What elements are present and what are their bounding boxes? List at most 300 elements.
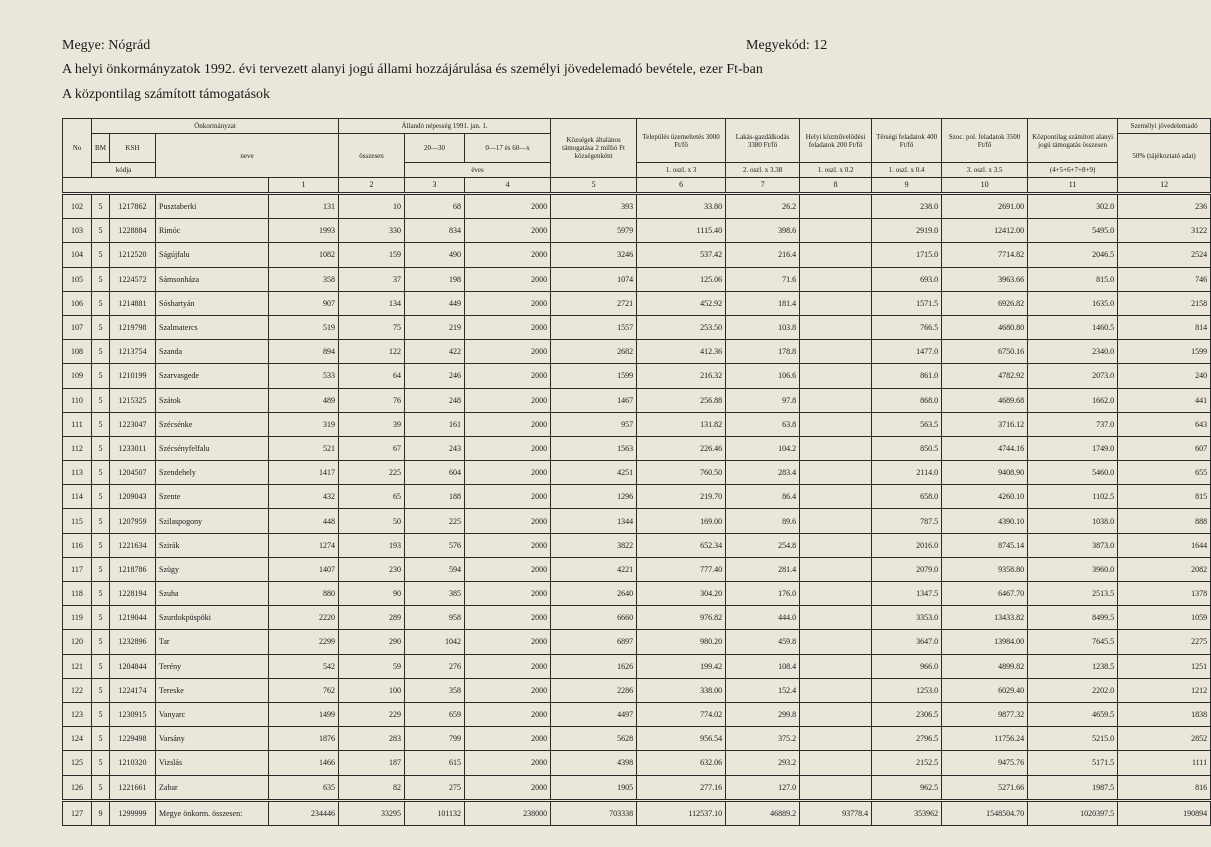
table-cell: 225 bbox=[339, 461, 405, 485]
table-cell: 5 bbox=[92, 630, 110, 654]
table-cell: 127.0 bbox=[726, 775, 800, 800]
table-cell: 2000 bbox=[465, 219, 551, 243]
col-num: 6 bbox=[637, 178, 726, 194]
col-num: 1 bbox=[269, 178, 339, 194]
table-cell: 868.0 bbox=[872, 388, 942, 412]
table-cell: 89.6 bbox=[726, 509, 800, 533]
table-cell: 5 bbox=[92, 509, 110, 533]
col-bm: BM bbox=[92, 134, 110, 163]
table-cell: 281.4 bbox=[726, 557, 800, 581]
table-cell: 9475.76 bbox=[942, 751, 1028, 775]
table-cell: 2000 bbox=[465, 291, 551, 315]
table-cell: 542 bbox=[269, 654, 339, 678]
table-cell: 4251 bbox=[551, 461, 637, 485]
table-cell bbox=[800, 775, 872, 800]
table-cell: 105 bbox=[63, 267, 92, 291]
table-cell: 116 bbox=[63, 533, 92, 557]
table-cell: 100 bbox=[339, 678, 405, 702]
table-cell: 4221 bbox=[551, 557, 637, 581]
table-cell: 1042 bbox=[405, 630, 465, 654]
table-cell bbox=[800, 606, 872, 630]
table-cell: 2275 bbox=[1118, 630, 1211, 654]
table-cell: Szügy bbox=[156, 557, 269, 581]
table-cell: 655 bbox=[1118, 461, 1211, 485]
table-cell: 1460.5 bbox=[1028, 315, 1118, 339]
table-cell bbox=[800, 219, 872, 243]
table-cell: 2000 bbox=[465, 727, 551, 751]
table-cell: 108.4 bbox=[726, 654, 800, 678]
table-cell: 1599 bbox=[551, 364, 637, 388]
table-cell: 106.6 bbox=[726, 364, 800, 388]
table-cell: 1274 bbox=[269, 533, 339, 557]
table-cell: 563.5 bbox=[872, 412, 942, 436]
table-cell: 1207959 bbox=[110, 509, 156, 533]
table-cell: 97.8 bbox=[726, 388, 800, 412]
table-cell: 64 bbox=[339, 364, 405, 388]
table-cell: 115 bbox=[63, 509, 92, 533]
table-cell: 103 bbox=[63, 219, 92, 243]
table-cell: 37 bbox=[339, 267, 405, 291]
table-cell: 393 bbox=[551, 194, 637, 219]
table-cell: 2073.0 bbox=[1028, 364, 1118, 388]
table-cell: 1082 bbox=[269, 243, 339, 267]
table-cell: 10 bbox=[339, 194, 405, 219]
table-cell: 338.00 bbox=[637, 678, 726, 702]
table-cell: 412.36 bbox=[637, 340, 726, 364]
table-cell: 1217862 bbox=[110, 194, 156, 219]
table-cell: 375.2 bbox=[726, 727, 800, 751]
table-cell: 67 bbox=[339, 436, 405, 460]
col-0-17: 0—17 és 60—x bbox=[465, 134, 551, 163]
table-cell: 760.50 bbox=[637, 461, 726, 485]
table-cell: 93778.4 bbox=[800, 800, 872, 825]
col-num-blank bbox=[63, 178, 269, 194]
table-cell: 888 bbox=[1118, 509, 1211, 533]
table-cell: 90 bbox=[339, 582, 405, 606]
table-cell bbox=[800, 412, 872, 436]
table-cell: 161 bbox=[405, 412, 465, 436]
table-cell: 118 bbox=[63, 582, 92, 606]
table-cell: 2000 bbox=[465, 606, 551, 630]
table-cell: 2000 bbox=[465, 678, 551, 702]
table-cell bbox=[800, 291, 872, 315]
table-cell: 966.0 bbox=[872, 654, 942, 678]
table-row bbox=[63, 557, 1211, 581]
table-cell: 302.0 bbox=[1028, 194, 1118, 219]
table-cell: 3873.0 bbox=[1028, 533, 1118, 557]
table-cell: 5 bbox=[92, 291, 110, 315]
table-cell: 422 bbox=[405, 340, 465, 364]
col-eves: éves bbox=[405, 163, 551, 178]
table-cell: 2000 bbox=[465, 388, 551, 412]
table-cell: 46889.2 bbox=[726, 800, 800, 825]
table-cell: 444.0 bbox=[726, 606, 800, 630]
table-cell bbox=[800, 340, 872, 364]
table-cell: 102 bbox=[63, 194, 92, 219]
table-cell: 33295 bbox=[339, 800, 405, 825]
table-cell: 787.5 bbox=[872, 509, 942, 533]
table-cell: 159 bbox=[339, 243, 405, 267]
table-cell: 199.42 bbox=[637, 654, 726, 678]
table-cell: 907 bbox=[269, 291, 339, 315]
table-cell bbox=[800, 533, 872, 557]
table-cell: 106 bbox=[63, 291, 92, 315]
table-cell: 1228194 bbox=[110, 582, 156, 606]
table-cell: 2000 bbox=[465, 751, 551, 775]
table-cell: 1987.5 bbox=[1028, 775, 1118, 800]
table-cell: 4744.16 bbox=[942, 436, 1028, 460]
table-cell: 119 bbox=[63, 606, 92, 630]
table-cell: 8745.14 bbox=[942, 533, 1028, 557]
table-cell bbox=[800, 461, 872, 485]
table-row bbox=[63, 485, 1211, 509]
table-cell: 1466 bbox=[269, 751, 339, 775]
table-cell: 1548504.70 bbox=[942, 800, 1028, 825]
table-cell: 1221661 bbox=[110, 775, 156, 800]
table-cell: 113 bbox=[63, 461, 92, 485]
table-cell: 880 bbox=[269, 582, 339, 606]
table-cell bbox=[800, 267, 872, 291]
table-cell: 4659.5 bbox=[1028, 702, 1118, 726]
document-title: A helyi önkormányzatok 1992. évi tervezett alanyi jogú állami hozzájárulása és személyi jövedelemadó bevétele, ezer Ft-ban bbox=[62, 62, 763, 77]
table-cell: 216.4 bbox=[726, 243, 800, 267]
table-cell: 1467 bbox=[551, 388, 637, 412]
table-cell: 5 bbox=[92, 654, 110, 678]
table-cell: 1876 bbox=[269, 727, 339, 751]
table-cell: 2000 bbox=[465, 775, 551, 800]
table-cell: 3960.0 bbox=[1028, 557, 1118, 581]
table-cell: 5 bbox=[92, 388, 110, 412]
table-cell: 1715.0 bbox=[872, 243, 942, 267]
table-cell: 289 bbox=[339, 606, 405, 630]
table-cell: 190894 bbox=[1118, 800, 1211, 825]
table-cell: 4899.82 bbox=[942, 654, 1028, 678]
table-cell: 2000 bbox=[465, 485, 551, 509]
table-cell: 13984.00 bbox=[942, 630, 1028, 654]
table-cell bbox=[800, 436, 872, 460]
table-cell: 2000 bbox=[465, 436, 551, 460]
table-cell: 962.5 bbox=[872, 775, 942, 800]
table-cell: 850.5 bbox=[872, 436, 942, 460]
table-cell: 125 bbox=[63, 751, 92, 775]
table-cell: 125.06 bbox=[637, 267, 726, 291]
table-cell: 283 bbox=[339, 727, 405, 751]
table-row bbox=[63, 751, 1211, 775]
table-cell: 33.80 bbox=[637, 194, 726, 219]
col-num: 7 bbox=[726, 178, 800, 194]
table-cell: 1299999 bbox=[110, 800, 156, 825]
table-cell bbox=[800, 485, 872, 509]
col-helyi: Helyi közművelődési feladatok 200 Ft/fő bbox=[800, 119, 872, 163]
table-cell: 3716.12 bbox=[942, 412, 1028, 436]
table-cell: 1253.0 bbox=[872, 678, 942, 702]
table-cell: 104 bbox=[63, 243, 92, 267]
table-cell: 4689.68 bbox=[942, 388, 1028, 412]
table-cell: Szendehely bbox=[156, 461, 269, 485]
table-cell: 108 bbox=[63, 340, 92, 364]
table-cell: 103.8 bbox=[726, 315, 800, 339]
table-cell: Szurdokpüspöki bbox=[156, 606, 269, 630]
table-cell: 1219044 bbox=[110, 606, 156, 630]
table-cell: 2513.5 bbox=[1028, 582, 1118, 606]
table-cell: 2524 bbox=[1118, 243, 1211, 267]
table-cell: 5 bbox=[92, 461, 110, 485]
table-cell: 2082 bbox=[1118, 557, 1211, 581]
table-cell: 1993 bbox=[269, 219, 339, 243]
table-cell: 9877.32 bbox=[942, 702, 1028, 726]
table-cell: 958 bbox=[405, 606, 465, 630]
table-cell: 293.2 bbox=[726, 751, 800, 775]
col-lakas-sub: 2. oszl. x 3.38 bbox=[726, 163, 800, 178]
table-cell: 5 bbox=[92, 412, 110, 436]
table-cell: 1224174 bbox=[110, 678, 156, 702]
document-subtitle: A központilag számított támogatások bbox=[62, 87, 271, 102]
table-cell: 5 bbox=[92, 727, 110, 751]
table-cell: 1214881 bbox=[110, 291, 156, 315]
table-row bbox=[63, 606, 1211, 630]
table-cell: 815.0 bbox=[1028, 267, 1118, 291]
table-cell: 2000 bbox=[465, 702, 551, 726]
table-cell: 449 bbox=[405, 291, 465, 315]
table-cell: Szécsénke bbox=[156, 412, 269, 436]
table-cell: 5 bbox=[92, 315, 110, 339]
table-cell: 448 bbox=[269, 509, 339, 533]
table-cell: 957 bbox=[551, 412, 637, 436]
table-cell: Tereske bbox=[156, 678, 269, 702]
table-cell: 3353.0 bbox=[872, 606, 942, 630]
table-cell: 5 bbox=[92, 340, 110, 364]
table-cell: 980.20 bbox=[637, 630, 726, 654]
col-num: 11 bbox=[1028, 178, 1118, 194]
table-cell: 5 bbox=[92, 194, 110, 219]
table-cell: 1212 bbox=[1118, 678, 1211, 702]
table-cell: 604 bbox=[405, 461, 465, 485]
table-row bbox=[63, 243, 1211, 267]
table-cell: 489 bbox=[269, 388, 339, 412]
table-row bbox=[63, 533, 1211, 557]
table-cell: 5628 bbox=[551, 727, 637, 751]
col-szoc-sub: 3. oszl. x 3.5 bbox=[942, 163, 1028, 178]
table-cell: 110 bbox=[63, 388, 92, 412]
table-cell: 124 bbox=[63, 727, 92, 751]
table-cell: 1215325 bbox=[110, 388, 156, 412]
table-cell: Szuha bbox=[156, 582, 269, 606]
col-lakas: Lakás-gazdálkodás 3380 Ft/fő bbox=[726, 119, 800, 163]
table-cell: 9 bbox=[92, 800, 110, 825]
table-cell: 452.92 bbox=[637, 291, 726, 315]
table-cell: Vizslás bbox=[156, 751, 269, 775]
table-cell bbox=[800, 509, 872, 533]
table-cell: 1635.0 bbox=[1028, 291, 1118, 315]
table-cell: 1020397.5 bbox=[1028, 800, 1118, 825]
table-cell: 2158 bbox=[1118, 291, 1211, 315]
table-cell: 1662.0 bbox=[1028, 388, 1118, 412]
table-cell: 299.8 bbox=[726, 702, 800, 726]
table-cell: 283.4 bbox=[726, 461, 800, 485]
table-cell: 1224572 bbox=[110, 267, 156, 291]
table-cell: 652.34 bbox=[637, 533, 726, 557]
table-row bbox=[63, 775, 1211, 800]
col-onkormanyzat: Önkormányzat bbox=[92, 119, 339, 134]
table-cell: 5495.0 bbox=[1028, 219, 1118, 243]
table-cell: 2000 bbox=[465, 533, 551, 557]
table-cell: 519 bbox=[269, 315, 339, 339]
table-cell: 112537.10 bbox=[637, 800, 726, 825]
table-cell: 3963.66 bbox=[942, 267, 1028, 291]
table-cell: 11756.24 bbox=[942, 727, 1028, 751]
table-cell: 615 bbox=[405, 751, 465, 775]
table-cell: 198 bbox=[405, 267, 465, 291]
table-cell: 65 bbox=[339, 485, 405, 509]
table-row bbox=[63, 194, 1211, 219]
table-cell: 111 bbox=[63, 412, 92, 436]
col-no: No bbox=[63, 119, 92, 178]
table-cell: 659 bbox=[405, 702, 465, 726]
table-cell: 1599 bbox=[1118, 340, 1211, 364]
table-cell: 976.82 bbox=[637, 606, 726, 630]
table-cell bbox=[800, 582, 872, 606]
table-cell: 2000 bbox=[465, 194, 551, 219]
table-cell: 398.6 bbox=[726, 219, 800, 243]
table-cell: 126 bbox=[63, 775, 92, 800]
table-cell: Megye önkorm. összesen: bbox=[156, 800, 269, 825]
table-cell: Szanda bbox=[156, 340, 269, 364]
table-cell: 219 bbox=[405, 315, 465, 339]
table-cell: 319 bbox=[269, 412, 339, 436]
table-cell: 2000 bbox=[465, 582, 551, 606]
table-cell: 4398 bbox=[551, 751, 637, 775]
table-cell: 2000 bbox=[465, 461, 551, 485]
table-cell: Varsány bbox=[156, 727, 269, 751]
table-cell: 1219798 bbox=[110, 315, 156, 339]
table-cell: 12412.00 bbox=[942, 219, 1028, 243]
table-cell bbox=[800, 630, 872, 654]
table-cell: 746 bbox=[1118, 267, 1211, 291]
table-cell: 834 bbox=[405, 219, 465, 243]
table-cell: 1233011 bbox=[110, 436, 156, 460]
table-cell: 777.40 bbox=[637, 557, 726, 581]
table-cell: 1223047 bbox=[110, 412, 156, 436]
table-cell: 358 bbox=[269, 267, 339, 291]
table-cell: 1905 bbox=[551, 775, 637, 800]
table-cell: 1059 bbox=[1118, 606, 1211, 630]
table-cell: 107 bbox=[63, 315, 92, 339]
table-cell bbox=[800, 678, 872, 702]
table-cell: 2000 bbox=[465, 243, 551, 267]
table-cell: 1228884 bbox=[110, 219, 156, 243]
table-cell: 75 bbox=[339, 315, 405, 339]
table-cell: 1749.0 bbox=[1028, 436, 1118, 460]
table-cell: 1347.5 bbox=[872, 582, 942, 606]
col-num: 4 bbox=[465, 178, 551, 194]
table-cell: 2852 bbox=[1118, 727, 1211, 751]
table-cell: 86.4 bbox=[726, 485, 800, 509]
table-cell: 6467.70 bbox=[942, 582, 1028, 606]
table-cell: 632.06 bbox=[637, 751, 726, 775]
table-cell: 59 bbox=[339, 654, 405, 678]
table-cell: 2640 bbox=[551, 582, 637, 606]
table-cell: 276 bbox=[405, 654, 465, 678]
table-cell: 576 bbox=[405, 533, 465, 557]
table-cell: Szilaspogony bbox=[156, 509, 269, 533]
table-row bbox=[63, 461, 1211, 485]
table-cell: 737.0 bbox=[1028, 412, 1118, 436]
table-cell: 290 bbox=[339, 630, 405, 654]
table-cell: Szente bbox=[156, 485, 269, 509]
col-num: 12 bbox=[1118, 178, 1211, 194]
table-cell: Pusztaberki bbox=[156, 194, 269, 219]
table-cell: 2286 bbox=[551, 678, 637, 702]
table-cell: 1212520 bbox=[110, 243, 156, 267]
table-cell: 39 bbox=[339, 412, 405, 436]
table-cell bbox=[800, 702, 872, 726]
table-cell: 1213754 bbox=[110, 340, 156, 364]
table-cell: 2114.0 bbox=[872, 461, 942, 485]
table-cell: Tar bbox=[156, 630, 269, 654]
table-cell: 225 bbox=[405, 509, 465, 533]
table-cell: 594 bbox=[405, 557, 465, 581]
table-cell: 9408.90 bbox=[942, 461, 1028, 485]
table-cell: 117 bbox=[63, 557, 92, 581]
table-cell: 5979 bbox=[551, 219, 637, 243]
table-cell: 122 bbox=[63, 678, 92, 702]
table-cell: 121 bbox=[63, 654, 92, 678]
table-cell: 254.8 bbox=[726, 533, 800, 557]
table-cell: 1204844 bbox=[110, 654, 156, 678]
table-cell: 1115.40 bbox=[637, 219, 726, 243]
table-cell: 5 bbox=[92, 702, 110, 726]
table-cell: 774.02 bbox=[637, 702, 726, 726]
table-row bbox=[63, 219, 1211, 243]
table-cell: 1344 bbox=[551, 509, 637, 533]
table-cell: 703338 bbox=[551, 800, 637, 825]
table-cell: 1210320 bbox=[110, 751, 156, 775]
table-cell: 2919.0 bbox=[872, 219, 942, 243]
table-row bbox=[63, 291, 1211, 315]
table-cell: 4782.92 bbox=[942, 364, 1028, 388]
table-cell: 9358.80 bbox=[942, 557, 1028, 581]
table-cell: 1557 bbox=[551, 315, 637, 339]
table-cell: 1417 bbox=[269, 461, 339, 485]
table-cell: 7645.5 bbox=[1028, 630, 1118, 654]
table-cell: 2202.0 bbox=[1028, 678, 1118, 702]
table-cell: 2000 bbox=[465, 340, 551, 364]
table-header bbox=[63, 119, 1211, 194]
table-row bbox=[63, 678, 1211, 702]
table-cell bbox=[800, 654, 872, 678]
table-cell: 5 bbox=[92, 219, 110, 243]
col-szja: Személyi jövedelemadó bbox=[1118, 119, 1211, 134]
table-cell: 894 bbox=[269, 340, 339, 364]
table-cell: 5171.5 bbox=[1028, 751, 1118, 775]
table-cell: Terény bbox=[156, 654, 269, 678]
table-cell: Ságújfalu bbox=[156, 243, 269, 267]
table-row bbox=[63, 340, 1211, 364]
col-osszesen: összesen bbox=[339, 134, 405, 178]
table-cell: 1626 bbox=[551, 654, 637, 678]
table-row bbox=[63, 702, 1211, 726]
col-kozpontilag: Központilag számított alanyi jogú támogatás összesen bbox=[1028, 119, 1118, 163]
table-cell: 234446 bbox=[269, 800, 339, 825]
table-cell: 2016.0 bbox=[872, 533, 942, 557]
col-tersegi: Térségi feladatok 400 Ft/fő bbox=[872, 119, 942, 163]
table-cell: 8499.5 bbox=[1028, 606, 1118, 630]
table-cell bbox=[800, 751, 872, 775]
table-cell bbox=[800, 194, 872, 219]
table-cell: 277.16 bbox=[637, 775, 726, 800]
table-cell: 226.46 bbox=[637, 436, 726, 460]
table-cell: 236 bbox=[1118, 194, 1211, 219]
